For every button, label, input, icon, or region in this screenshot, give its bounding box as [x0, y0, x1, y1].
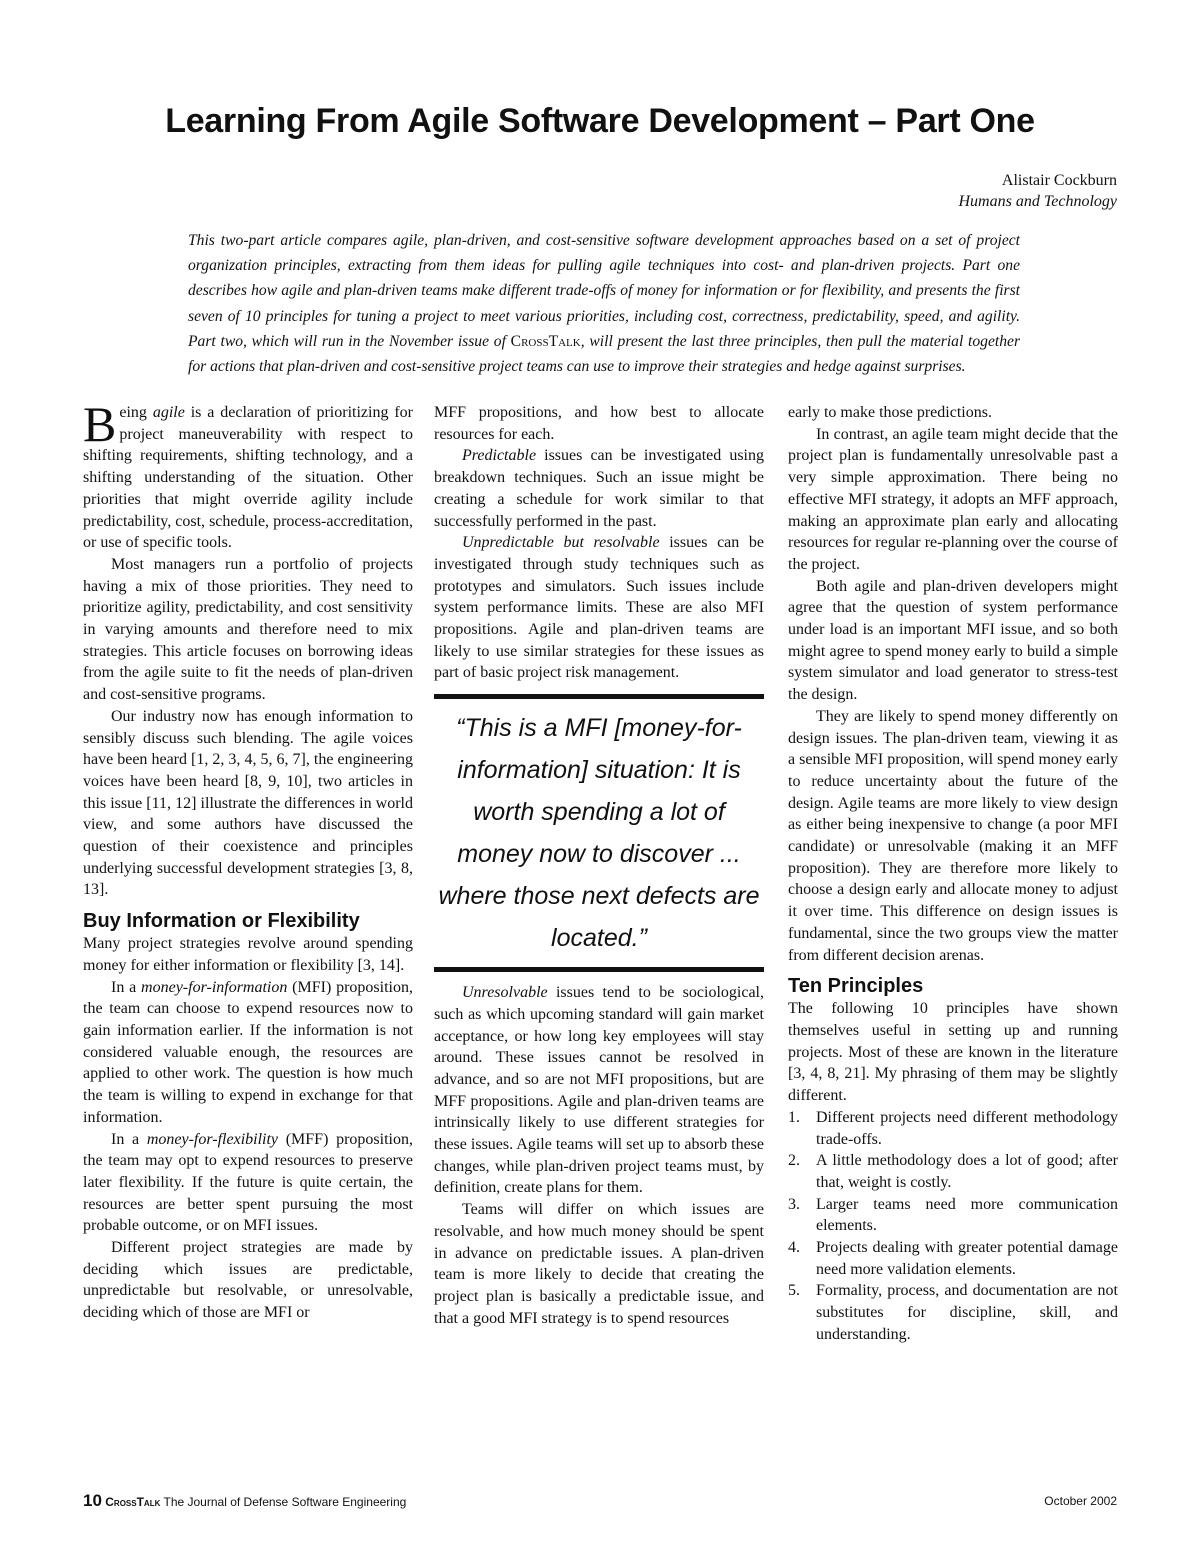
- paragraph: They are likely to spend money differently on design issues. The plan-driven team, viewing it as a sensible MFI proposition, will spend money early to reduce uncertainty about the future of the design. Agile teams are more likely to view design as either being inexpensive to change (a poor MFI candidate) or unresolvable (making it an MFF proposition). They are therefore more likely to choose a design early and allocate money to adjust it over time. This difference on design issues is fundamental, since the two groups view the matter from different decision arenas.: [788, 707, 1118, 964]
- paragraph: Most managers run a portfolio of projects having a mix of those priorities. They need to prioritize agility, predictability, and cost sensitivity in varying amounts and therefore need to mix strategies. This article focuses on borrowing ideas from the agile suite to fit the needs of plan-driven and cost-sensitive programs.: [83, 555, 413, 704]
- paragraph: early to make those predictions.: [788, 404, 992, 421]
- journal-name: The Journal of Defense Software Engineering: [160, 1495, 407, 1509]
- paragraph: [83, 396, 414, 554]
- list-number: 5.: [788, 1282, 800, 1300]
- text-run: (MFF) proposition, the team may opt to expend resources to preserve later flexibility. If the future is quite certain, the resources are better spent pursuing the most probable outcome, or on MFI issues.: [83, 1130, 413, 1235]
- paragraph: The following 10 principles have shown themselves useful in setting up and running projects. Most of these are known in the literature [3, 4, 8, 21]. My phrasing of them may be slightly different.: [788, 1000, 1118, 1105]
- text-run: eing: [119, 404, 153, 421]
- list-item: [788, 1107, 1118, 1150]
- text-run: In a: [111, 1130, 147, 1148]
- paragraph: Both agile and plan-driven developers might agree that the question of system performance under load is an important MFI issue, and so both might agree to spend money early to build a simple system simulator and load generator to stress-test the design.: [788, 577, 1118, 704]
- magazine-name: CrossTalk: [105, 1495, 161, 1509]
- paragraph: [83, 1129, 413, 1238]
- list-item-text: Different projects need different methodology trade-offs.: [816, 1108, 1118, 1148]
- list-item-text: Formality, process, and documentation are not substitutes for discipline, skill, and understanding.: [816, 1282, 1118, 1343]
- pull-quote: [434, 694, 764, 972]
- column-2: [434, 402, 764, 1329]
- list-item-text: Projects dealing with greater potential damage need more validation elements.: [816, 1239, 1118, 1278]
- abstract-magazine-name: CrossTalk: [510, 332, 581, 350]
- paragraph: In contrast, an agile team might decide that the project plan is fundamentally unresolvable past a very simple approximation. There being no effective MFI strategy, it adopts an MFF approach, making an approximate plan early and allocating resources for regular re-planning over the course of the project.: [788, 425, 1118, 573]
- drop-cap: B: [83, 396, 117, 452]
- paragraph: MFF propositions, and how best to allocate resources for each.: [434, 404, 764, 443]
- list-item: [788, 1237, 1118, 1280]
- emphasis: agile: [152, 404, 185, 421]
- emphasis: Predictable: [462, 447, 537, 465]
- list-item-text: Larger teams need more communication elements.: [816, 1195, 1118, 1235]
- paragraph: Different project strategies are made by deciding which issues are predictable, unpredictable but resolvable, or unresolvable, deciding which of those are MFI or: [83, 1239, 413, 1322]
- abstract-text-a: This two-part article compares agile, plan-driven, and cost-sensitive software development approaches based on a set of project organization principles, extracting from them ideas for pulling agile techniques into cost- and plan-driven projects. Part one describes how agile and plan-driven teams make different trade-offs of money for information or for flexibility, and presents the first seven of 10 principles for tuning a project to meet various priorities, including cost, correctness, predictability, speed, and agility. Part two, which will run in the November issue of: [188, 232, 1020, 350]
- column-1: [83, 396, 414, 1324]
- pull-quote-text: “This is a MFI [money-for-information] situation: It is worth spending a lot of money now to discover ... where those next defects are located.”: [438, 714, 760, 953]
- list-number: 3.: [788, 1195, 800, 1213]
- article-title: Learning From Agile Software Development – Part One: [165, 102, 1035, 140]
- emphasis: money-for-flexibility: [146, 1130, 279, 1148]
- paragraph: Teams will differ on which issues are resolvable, and how much money should be spent in advance on predictable issues. A plan-driven team is more likely to decide that creating the project plan is basically a predictable issue, and that a good MFI strategy is to spend resources: [434, 1201, 764, 1327]
- paragraph: [83, 977, 413, 1129]
- paragraph: Many project strategies revolve around spending money for either information or flexibility [3, 14].: [83, 935, 413, 974]
- list-item: [788, 1194, 1118, 1237]
- author-affiliation: Humans and Technology: [958, 193, 1117, 210]
- page-number: 10: [83, 1491, 102, 1510]
- text-run: issues can be investigated through study techniques such as prototypes and simulators. Such issues include system performance limits. These are also MFI propositions. Agile and plan-driven teams are likely to use similar strategies for these issues as part of basic project risk management.: [434, 534, 765, 682]
- list-number: 2.: [788, 1152, 800, 1170]
- emphasis: Unpredictable but resolvable: [462, 534, 660, 552]
- text-run: issues tend to be sociological, such as which upcoming standard will gain market acceptance, or how long key employees will stay around. These issues cannot be resolved in advance, and so are not MFI propositions, but are MFF propositions. Agile and plan-driven teams are intrinsically likely to use different strategies for these issues. Agile teams will set up to absorb these changes, while plan-driven project teams must, by definition, create plans for them.: [434, 984, 764, 1197]
- issue-date: October 2002: [1044, 1494, 1117, 1508]
- text-run: is a declaration of prioritizing for project maneuverability with respect to shifting requirements, shifting technology, and a shifting understanding of the situation. Other priorities that might override agility include predictability, cost, schedule, process-accreditation, or use of specific tools.: [83, 404, 414, 552]
- paragraph: [434, 982, 764, 1199]
- byline: [958, 170, 1117, 212]
- paragraph: Our industry now has enough information to sensibly discuss such blending. The agile voices have been heard [1, 2, 3, 4, 5, 6, 7], the engineering voices have been heard [8, 9, 10], two articles in this issue [11, 12] illustrate the differences in world view, and some authors have discussed the question of their coexistence and principles underlying successful development strategies [3, 8, 13].: [83, 707, 413, 899]
- emphasis: Unresolvable: [462, 984, 548, 1002]
- emphasis: money-for-information: [141, 978, 288, 996]
- list-number: 4.: [788, 1239, 800, 1257]
- author-name: Alistair Cockburn: [1001, 172, 1117, 189]
- abstract-text-b: , will present the last three principles, then pull the material together for actions that plan-driven and cost-sensitive project teams can use to improve their strategies and hedge against surprises.: [188, 332, 1021, 376]
- text-run: (MFI) proposition, the team can choose to expend resources now to gain information earlier. If the information is not considered valuable enough, the resources are applied to other work. The question is how much the team is willing to expend in exchange for that information.: [83, 978, 413, 1126]
- list-number: 1.: [788, 1108, 800, 1126]
- paragraph: [434, 445, 764, 532]
- text-run: In a: [111, 978, 142, 996]
- list-item: [788, 1150, 1118, 1193]
- principles-list: [788, 1107, 1118, 1346]
- column-3: [788, 402, 1118, 1346]
- text-run: issues can be investigated using breakdown techniques. Such an issue might be creating a schedule for work similar to that successfully performed in the past.: [434, 447, 764, 530]
- list-item-text: A little methodology does a lot of good; after that, weight is costly.: [816, 1152, 1118, 1191]
- paragraph: [434, 532, 764, 684]
- list-item: [788, 1280, 1118, 1345]
- abstract: [188, 228, 1020, 379]
- section-heading: Ten Principles: [788, 975, 924, 998]
- section-heading: Buy Information or Flexibility: [83, 910, 360, 933]
- footer-left: [83, 1491, 406, 1511]
